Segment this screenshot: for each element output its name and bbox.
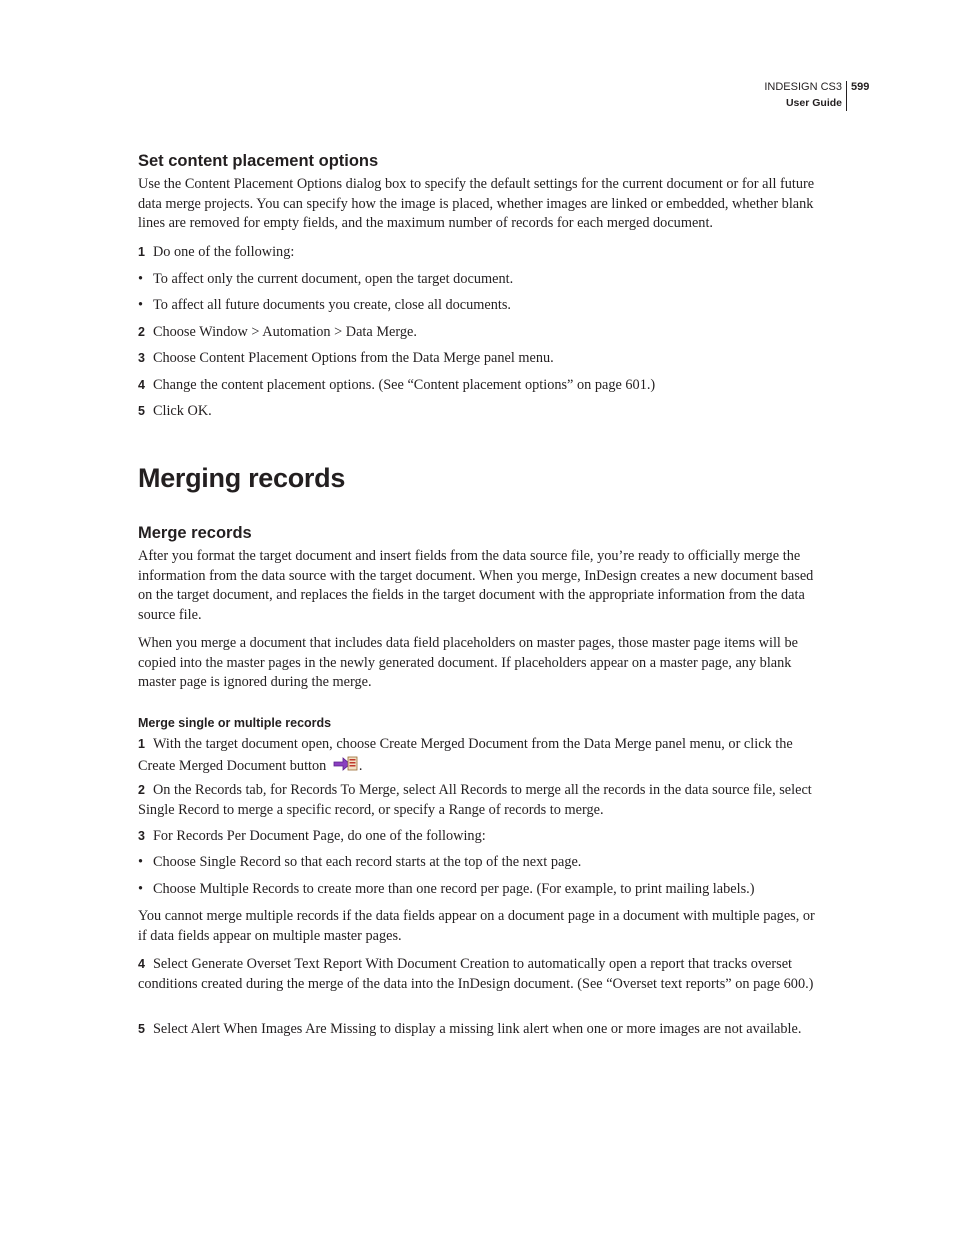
- header-product: INDESIGN CS3: [764, 81, 842, 93]
- note-paragraph: You cannot merge multiple records if the data fields appear on a document page in a document with multiple pages, or if data fields appear on multiple master pages.: [138, 908, 815, 944]
- subsection-heading: Merge single or multiple records: [138, 716, 332, 730]
- step-number: 5: [138, 1022, 145, 1036]
- step-3: [138, 827, 818, 847]
- header-divider: [846, 81, 847, 111]
- bullet-dot: •: [138, 881, 144, 897]
- bullet-item: [138, 270, 818, 290]
- bullet-dot: •: [138, 271, 144, 287]
- bullet-text: To affect all future documents you create, close all documents.: [153, 297, 512, 313]
- step-text: Click OK.: [152, 403, 212, 419]
- step-number: 1: [138, 737, 145, 751]
- step-text: With the target document open, choose Create Merged Document from the Data Merge panel menu, or click the Create Merged Document button: [138, 736, 793, 774]
- step-number: 3: [138, 829, 145, 843]
- section-heading-merge-records: Merge records: [138, 524, 252, 542]
- step-text: Do one of the following:: [152, 244, 295, 260]
- step-2: [138, 781, 818, 820]
- step-5: [138, 1020, 818, 1040]
- step-number: 1: [138, 245, 145, 259]
- header-guide: User Guide: [785, 97, 842, 109]
- section-intro-paragraph: Use the Content Placement Options dialog box to specify the default settings for the current document or for all future data merge projects. You can specify how the image is placed, whether images are linked or embedded, whether blank lines are removed for empty fields, and the maximum number of records for each merged document.: [138, 176, 815, 232]
- step-text: Select Generate Overset Text Report With Document Creation to automatically open a report that tracks overset conditions created during the merge of the data into the InDesign document. (See “Overset text reports” on page 600.): [138, 956, 814, 992]
- step-text-end: .: [358, 757, 363, 774]
- step-1: [138, 735, 818, 776]
- step-number: 2: [138, 325, 145, 339]
- step-4: [138, 955, 818, 994]
- bullet-item: [138, 296, 818, 316]
- step-4: [138, 376, 818, 396]
- bullet-dot: •: [138, 297, 144, 313]
- bullet-item: [138, 853, 818, 873]
- merge-paragraph-1: After you format the target document and insert fields from the data source file, you’re ready to officially merge the information from the data source with the target document. When you merge, InDesign creates a new document based on the target document, and replaces the fields in the target document with the appropriate information from the data source file.: [138, 548, 814, 623]
- step-text: Select Alert When Images Are Missing to display a missing link alert when one or more images are not available.: [152, 1021, 802, 1037]
- merge-paragraph-2: When you merge a document that includes data field placeholders on master pages, those master page items will be copied into the master pages in the newly generated document. If placeholders appear on a master page, any blank master page is ignored during the merge.: [138, 635, 798, 691]
- bullet-dot: •: [138, 854, 144, 870]
- step-text: Choose Window > Automation > Data Merge.: [152, 324, 417, 340]
- step-number: 2: [138, 783, 145, 797]
- bullet-text: Choose Single Record so that each record starts at the top of the next page.: [153, 854, 582, 870]
- bullet-text: To affect only the current document, open the target document.: [153, 271, 514, 287]
- step-2: [138, 323, 818, 343]
- section-heading-content-placement: Set content placement options: [138, 152, 379, 170]
- header-title-block: [764, 79, 842, 111]
- create-merged-document-icon: [333, 755, 359, 772]
- step-number: 5: [138, 404, 145, 418]
- step-number: 3: [138, 351, 145, 365]
- page-number: 599: [851, 81, 870, 93]
- chapter-heading: Merging records: [138, 463, 346, 493]
- step-1: [138, 243, 818, 263]
- step-5: [138, 402, 818, 422]
- step-3: [138, 349, 818, 369]
- step-text: For Records Per Document Page, do one of the following:: [152, 828, 486, 844]
- step-text: Change the content placement options. (See “Content placement options” on page 601.): [152, 377, 656, 393]
- step-number: 4: [138, 378, 145, 392]
- step-text: Choose Content Placement Options from the Data Merge panel menu.: [152, 350, 554, 366]
- step-text: On the Records tab, for Records To Merge, select All Records to merge all the records in the data source file, select Single Record to merge a specific record, or specify a Range of records to merge.: [138, 782, 812, 818]
- bullet-item: [138, 880, 818, 900]
- bullet-text: Choose Multiple Records to create more than one record per page. (For example, to print mailing labels.): [153, 881, 755, 897]
- step-number: 4: [138, 957, 145, 971]
